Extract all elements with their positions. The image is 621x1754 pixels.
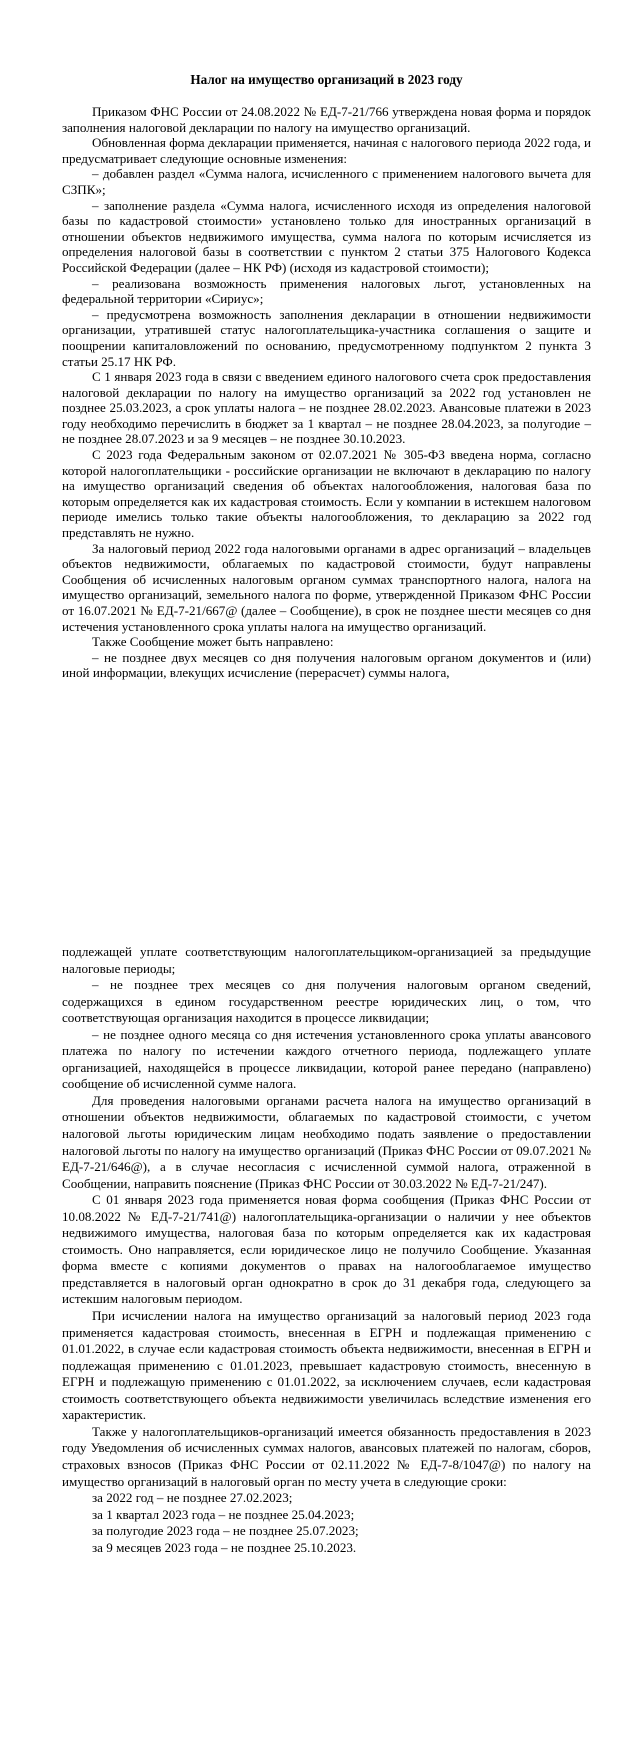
paragraph: Также Сообщение может быть направлено: [92,634,334,650]
paragraph: Приказом ФНС России от 24.08.2022 № ЕД-7-21/766 утверждена новая форма и порядок заполнения налоговой декларации по налогу на имущество организаций. [62,104,591,135]
deadline-line: за полугодие 2023 года – не позднее 25.07.2023; [92,1523,359,1539]
deadline-line: за 1 квартал 2023 года – не позднее 25.04.2023; [92,1506,355,1522]
list-item: – не позднее трех месяцев со дня получения налоговым органом сведений, содержащихся в едином государственном реестре юридических лиц, о том, что соответствующая организация находится в процессе ликвидации; [62,977,591,1026]
paragraph: С 01 января 2023 года применяется новая форма сообщения (Приказ ФНС России от 10.08.2022 № ЕД-7-21/741@) налогоплательщика-организации о наличии у нее объектов недвижимого имущества, налоговая база по которым определяется как их кадастровая стоимость. Оно направляется, если юридическое лицо не получило Сообщение. Указанная форма вместе с копиями документов о правах на налогооблагаемое имущество представляется в налоговый орган однократно в срок до 31 декабря года, следующего за истекшим налоговым периодом. [62,1192,591,1307]
list-item: – не позднее двух месяцев со дня получения налоговым органом документов и (или) иной информации, влекущих исчисление (перерасчет) суммы налога, [62,649,591,681]
page-2-content [62,944,591,1556]
list-item: – не позднее одного месяца со дня истечения установленного срока уплаты авансового платежа по налогу по истечении каждого отчетного периода, подлежащего уплате организацией, находящейся в процессе ликвидации, которой ранее передано (направлено) сообщение об исчисленной сумме налога. [62,1026,591,1092]
list-item: – реализована возможность применения налоговых льгот, установленных на федеральной территории «Сириус»; [62,275,591,307]
page-1-content [62,72,591,681]
paragraph: С 1 января 2023 года в связи с введением единого налогового счета срок предоставления налоговой декларации по налогу на имущество организаций за 2022 год установлен не позднее 25.03.2023, а срок уплаты налога – не позднее 28.02.2023. Авансовые платежи в 2023 году необходимо перечислить в бюджет за 1 квартал – не позднее 28.04.2023, за полугодие – не позднее 28.07.2023 и за 9 месяцев – не позднее 30.10.2023. [62,369,591,447]
document-title: Налог на имущество организаций в 2023 году [190,72,463,87]
paragraph: За налоговый период 2022 года налоговыми органами в адрес организаций – владельцев объектов недвижимости, облагаемых по кадастровой стоимости, будут направлены Сообщения об исчисленных налоговым органом суммах транспортного налога, налога на имущество организаций, земельного налога по форме, утвержденной Приказом ФНС России от 16.07.2021 № ЕД-7-21/667@ (далее – Сообщение), в срок не позднее шести месяцев со дня истечения установленного срока уплаты налога на имущество организаций. [62,540,591,634]
paragraph-continuation: подлежащей уплате соответствующим налогоплательщиком-организацией за предыдущие налоговые периоды; [62,944,591,976]
list-item: – добавлен раздел «Сумма налога, исчисленного с применением налогового вычета для СЗПК»; [62,166,591,197]
paragraph: Для проведения налоговыми органами расчета налога на имущество организаций в отношении объектов недвижимости, облагаемых по кадастровой стоимости, с учетом налоговой льготы юридическим лицам необходимо подать заявление о предоставлении налоговой льготы по налогу на имущество организаций (Приказ ФНС России от 09.07.2021 № ЕД-7-21/646@), а в случае несогласия с исчисленной суммой налога, отраженной в Сообщении, направить пояснение (Приказ ФНС России от 30.03.2022 № ЕД-7-21/247). [62,1092,591,1191]
list-item: – заполнение раздела «Сумма налога, исчисленного исходя из определения налоговой базы по кадастровой стоимости» установлено только для иностранных организаций в отношении объектов недвижимого имущества, сумма налога по которым исчисляется из определения налоговой базы в соответствии с пунктом 2 статьи 375 Налогового Кодекса Российской Федерации (далее – НК РФ) (исходя из кадастровой стоимости); [62,197,591,275]
paragraph: Обновленная форма декларации применяется, начиная с налогового периода 2022 года, и предусматривает следующие основные изменения: [62,135,591,166]
paragraph: С 2023 года Федеральным законом от 02.07.2021 № 305-ФЗ введена норма, согласно которой налогоплательщики - российские организации не включают в декларацию по налогу на имущество организаций сведения об объектах налогообложения, налоговая база по которым определяется как их кадастровая стоимость. Если у компании в истекшем налоговом периоде имелись только такие объекты налогообложения, то декларацию за 2022 год представлять не нужно. [62,447,591,541]
paragraph: Также у налогоплательщиков-организаций имеется обязанность предоставления в 2023 году Уведомления об исчисленных суммах налогов, авансовых платежей по налогам, сборов, страховых взносов (Приказ ФНС России от 02.11.2022 № ЕД-7-8/1047@) по налогу на имущество организаций в налоговый орган по месту учета в следующие сроки: [62,1423,591,1489]
deadline-line: за 2022 год – не позднее 27.02.2023; [92,1490,293,1506]
paragraph: При исчислении налога на имущество организаций за налоговый период 2023 года применяется кадастровая стоимость, внесенная в ЕГРН и подлежащая применению с 01.01.2022, в случае если кадастровая стоимость объекта недвижимости, внесенная в ЕГРН и подлежащая применению с 01.01.2023, превышает кадастровую стоимость, внесенную в ЕГРН и подлежащую применению с 01.01.2022, за исключением случаев, если кадастровая стоимость соответствующего объекта недвижимости увеличилась вследствие изменения его характеристик. [62,1308,591,1423]
deadline-line: за 9 месяцев 2023 года – не позднее 25.10.2023. [92,1539,357,1555]
list-item: – предусмотрена возможность заполнения декларации в отношении недвижимости организации, утратившей статус налогоплательщика-участника соглашения о защите и поощрении капиталовложений по основанию, предусмотренному подпунктом 2 пункта 3 статьи 25.17 НК РФ. [62,306,591,369]
